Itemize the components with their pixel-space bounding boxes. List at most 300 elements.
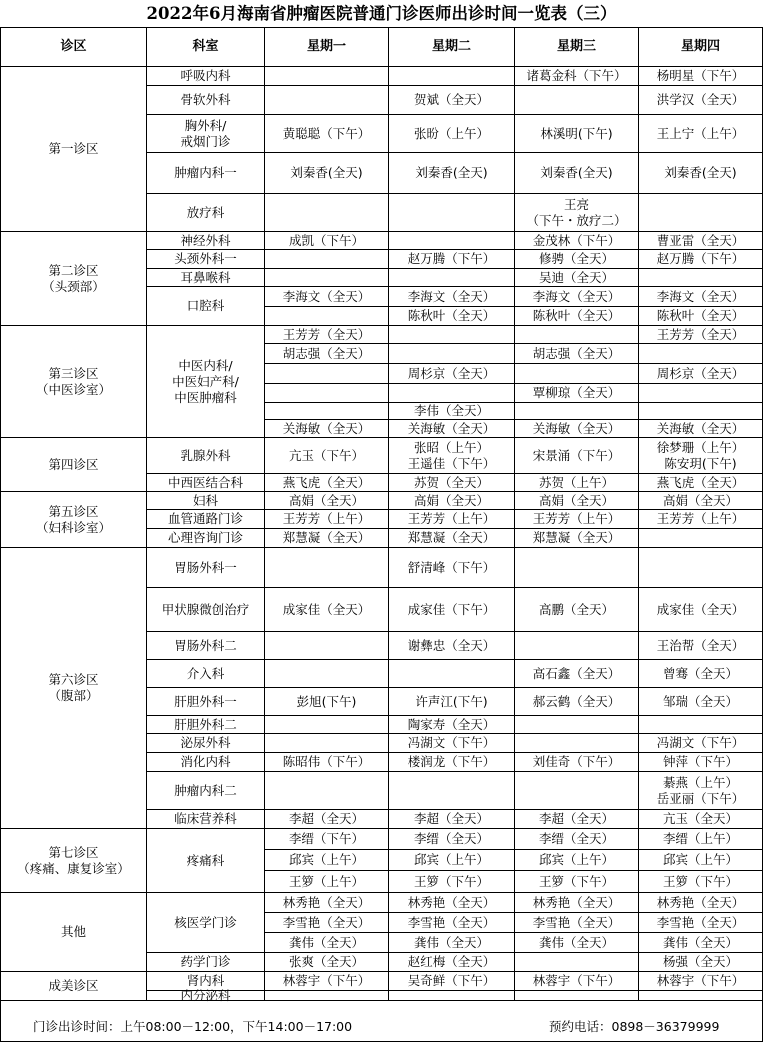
doctor-schedule-cell xyxy=(389,632,514,659)
cell-text: 口腔科 xyxy=(186,298,225,313)
zone-cell xyxy=(1,67,146,231)
cell-text: 林秀艳（全天） xyxy=(532,894,621,910)
cell-text: 陈秋叶（全天） xyxy=(656,308,745,323)
cell-lines xyxy=(174,694,237,710)
zone-cell xyxy=(1,829,146,892)
cell-lines xyxy=(174,811,237,827)
cell-lines xyxy=(657,511,745,527)
cell-lines xyxy=(290,165,362,181)
doctor-schedule-cell xyxy=(515,194,638,231)
doctor-schedule-cell xyxy=(515,384,638,402)
department-cell xyxy=(147,492,264,509)
cell-lines xyxy=(657,308,745,324)
cell-lines xyxy=(657,895,745,911)
cell-lines xyxy=(657,289,745,305)
cell-text: 成凯（下午） xyxy=(288,232,364,248)
doctor-schedule-cell xyxy=(389,688,514,715)
cell-lines xyxy=(663,935,738,951)
cell-lines xyxy=(663,694,738,710)
cell-text: 王芳芳（上午） xyxy=(656,511,745,526)
cell-text: 赵万腾（下午） xyxy=(407,251,496,266)
cell-lines xyxy=(180,754,230,770)
doctor-schedule-cell xyxy=(515,972,638,990)
cell-lines xyxy=(657,915,745,931)
cell-text: 邹瑞（全天） xyxy=(662,693,738,709)
cell-text: 燕飞虎（全天） xyxy=(282,474,371,490)
cell-text: 亢玉（全天） xyxy=(662,811,738,826)
cell-text: 杨明星（下午） xyxy=(656,68,745,83)
cell-lines xyxy=(283,421,371,437)
cell-lines xyxy=(283,327,371,343)
cell-lines xyxy=(283,346,371,362)
cell-lines xyxy=(408,560,496,576)
doctor-schedule-cell xyxy=(389,913,514,932)
doctor-schedule-cell xyxy=(639,420,762,437)
cell-lines xyxy=(168,530,243,546)
cell-lines xyxy=(414,874,489,890)
cell-lines xyxy=(174,165,237,181)
doctor-schedule-cell xyxy=(389,893,514,912)
cell-lines xyxy=(533,289,621,305)
cell-lines xyxy=(533,666,621,682)
doctor-schedule-cell xyxy=(389,420,514,437)
cell-lines xyxy=(283,973,371,989)
cell-text: 张昭（上午） xyxy=(413,439,489,455)
cell-lines xyxy=(657,602,745,618)
cell-lines xyxy=(408,308,496,324)
doctor-schedule-cell xyxy=(265,953,388,971)
cell-lines xyxy=(283,126,371,142)
cell-lines xyxy=(174,638,237,654)
cell-lines xyxy=(540,165,612,181)
cell-lines xyxy=(289,935,364,951)
cell-text: 临床营养科 xyxy=(174,811,237,826)
doctor-schedule-cell xyxy=(515,420,638,437)
cell-lines xyxy=(526,68,626,84)
cell-lines xyxy=(539,475,614,491)
header-dept: 科室 xyxy=(192,39,219,54)
cell-text: 钟萍（下午） xyxy=(662,754,738,769)
cell-text: 王上宁（上午） xyxy=(656,125,745,141)
cell-text: 成家佳（全天） xyxy=(656,601,745,617)
cell-lines xyxy=(180,92,230,108)
cell-lines xyxy=(533,973,621,989)
cell-text: 李超（全天） xyxy=(538,811,614,826)
cell-text: 龚伟（全天） xyxy=(288,934,364,950)
doctor-schedule-cell xyxy=(639,871,762,892)
cell-lines xyxy=(526,197,626,229)
cell-text: 胡志强（全天） xyxy=(282,345,371,361)
cell-lines xyxy=(36,366,111,398)
cell-text: 王箩（下午） xyxy=(662,873,738,889)
cell-lines xyxy=(408,754,496,770)
cell-lines xyxy=(540,126,612,142)
cell-lines xyxy=(533,308,621,324)
cell-text: 成美诊区 xyxy=(48,978,99,993)
cell-text: 第三诊区 xyxy=(48,365,99,381)
cell-text: 高娟（全天） xyxy=(538,492,614,508)
cell-text: 张昐（上午） xyxy=(413,125,489,141)
cell-text: 曹亚雷（全天） xyxy=(656,232,745,248)
cell-text: 王箩（上午） xyxy=(288,873,364,889)
cell-lines xyxy=(48,672,98,704)
doctor-schedule-cell xyxy=(265,972,388,990)
doctor-schedule-cell xyxy=(389,510,514,528)
cell-text: 金茂林（下午） xyxy=(532,232,621,248)
doctor-schedule-cell xyxy=(265,753,388,771)
cell-lines xyxy=(289,954,364,970)
cell-text: 胡志强（全天） xyxy=(532,345,621,361)
cell-lines xyxy=(187,666,225,682)
zone-cell xyxy=(1,438,146,491)
doctor-schedule-cell xyxy=(265,492,388,509)
cell-lines xyxy=(539,493,614,509)
doctor-schedule-cell xyxy=(265,688,388,715)
cell-text: 龚伟（全天） xyxy=(538,934,614,950)
cell-text: 肿瘤内科二 xyxy=(174,782,237,798)
page-title: 2022年6月海南省肿瘤医院普通门诊医师出诊时间一览表（三） xyxy=(146,4,617,23)
doctor-schedule-cell xyxy=(639,688,762,715)
cell-text: 刘秦香(全天) xyxy=(540,165,613,180)
cell-text: 陈昭伟（下午） xyxy=(282,754,371,769)
cell-lines xyxy=(415,165,487,181)
cell-text: 高娟（全天） xyxy=(413,492,489,508)
cell-text: 林秀艳（全天） xyxy=(656,894,745,910)
doctor-schedule-cell xyxy=(515,344,638,363)
cell-text: 邱宾（上午） xyxy=(662,852,738,867)
cell-text: 关海敏（全天） xyxy=(407,420,496,436)
doctor-schedule-cell xyxy=(639,287,762,306)
doctor-schedule-cell xyxy=(515,269,638,286)
department-cell xyxy=(147,474,264,491)
cell-text: 贺斌（全天） xyxy=(413,92,489,107)
cell-lines xyxy=(408,973,496,989)
cell-lines xyxy=(168,475,243,491)
cell-lines xyxy=(180,270,230,286)
cell-text: 赵红梅（全天） xyxy=(407,954,496,969)
cell-text: 苏贺（上午） xyxy=(538,474,614,490)
cell-lines xyxy=(289,852,364,868)
cell-text: 郑慧凝（全天） xyxy=(532,530,621,545)
doctor-schedule-cell xyxy=(515,753,638,771)
doctor-schedule-cell xyxy=(265,529,388,547)
doctor-schedule-cell xyxy=(639,364,762,383)
cell-text: 中医肿瘤科 xyxy=(174,389,237,405)
cell-lines xyxy=(408,251,496,267)
doctor-schedule-cell xyxy=(265,326,388,343)
cell-text: 胸外科/ xyxy=(184,117,227,133)
header-thursday: 星期四 xyxy=(680,39,720,54)
department-cell xyxy=(147,510,264,528)
cell-text: 李缙（下午） xyxy=(288,831,364,846)
cell-lines xyxy=(533,895,621,911)
cell-lines xyxy=(283,289,371,305)
cell-text: 林秀艳（全天） xyxy=(407,894,496,910)
cell-lines xyxy=(533,346,621,362)
cell-text: 谢彝忠（全天） xyxy=(407,637,496,653)
doctor-schedule-cell xyxy=(389,474,514,491)
cell-lines xyxy=(174,783,237,799)
department-cell xyxy=(147,529,264,547)
cell-text: 郑慧凝（全天） xyxy=(282,530,371,545)
doctor-schedule-cell xyxy=(515,287,638,306)
cell-lines xyxy=(408,954,496,970)
department-cell xyxy=(147,250,264,268)
cell-lines xyxy=(187,853,225,869)
cell-lines xyxy=(180,448,230,464)
cell-lines xyxy=(193,493,218,509)
doctor-schedule-cell xyxy=(639,326,762,343)
cell-lines xyxy=(174,251,237,267)
grid-line xyxy=(264,383,763,384)
cell-text: 周杉京（全天） xyxy=(656,365,745,381)
doctor-schedule-cell xyxy=(265,344,388,363)
cell-text: 王芳芳（上午） xyxy=(282,511,371,526)
cell-lines xyxy=(408,511,496,527)
cell-text: 吴迪（全天） xyxy=(538,269,614,285)
doctor-schedule-cell xyxy=(639,232,762,249)
doctor-schedule-cell xyxy=(515,829,638,849)
doctor-schedule-cell xyxy=(515,913,638,932)
doctor-schedule-cell xyxy=(389,588,514,631)
cell-text: 李超（全天） xyxy=(413,811,489,826)
cell-text: 林蓉宇（下午） xyxy=(282,973,371,988)
department-cell xyxy=(147,987,264,1003)
doctor-schedule-cell xyxy=(515,115,638,152)
cell-lines xyxy=(180,735,230,751)
cell-lines xyxy=(408,366,496,382)
cell-lines xyxy=(663,811,738,827)
department-cell xyxy=(147,194,264,231)
doctor-schedule-cell xyxy=(265,474,388,491)
cell-text: 高石鑫（全天） xyxy=(532,665,621,681)
cell-lines xyxy=(48,978,98,994)
cell-lines xyxy=(408,915,496,931)
cell-text: 陶家寿（全天） xyxy=(407,716,496,732)
cell-lines xyxy=(414,811,489,827)
footer xyxy=(0,1000,763,1042)
cell-text: 刘秦香(全天) xyxy=(664,165,737,180)
cell-text: 肾内科 xyxy=(186,973,225,988)
cell-text: 第四诊区 xyxy=(48,456,99,472)
doctor-schedule-cell xyxy=(515,850,638,870)
doctor-schedule-cell xyxy=(389,933,514,952)
doctor-schedule-cell xyxy=(265,153,388,193)
cell-text: 冯湖文（下午） xyxy=(656,735,745,750)
doctor-schedule-cell xyxy=(639,86,762,114)
doctor-schedule-cell xyxy=(639,115,762,152)
cell-lines xyxy=(289,233,364,249)
cell-lines xyxy=(533,448,621,464)
doctor-schedule-cell xyxy=(515,588,638,631)
cell-text: 王芳芳（全天） xyxy=(656,326,745,342)
cell-text: 甲状腺微创治疗 xyxy=(161,601,250,617)
cell-lines xyxy=(657,68,745,84)
cell-text: 陈秋叶（全天） xyxy=(532,308,621,323)
cell-text: 疼痛科 xyxy=(186,852,225,868)
doctor-schedule-cell xyxy=(265,115,388,152)
cell-lines xyxy=(42,263,105,295)
department-cell xyxy=(147,632,264,659)
cell-text: 刘佳奇（下午） xyxy=(532,754,621,769)
doctor-schedule-cell xyxy=(389,438,514,473)
cell-text: 关海敏（全天） xyxy=(656,420,745,436)
cell-lines xyxy=(297,694,357,710)
doctor-schedule-cell xyxy=(639,734,762,752)
cell-lines xyxy=(289,831,364,847)
cell-lines xyxy=(414,935,489,951)
cell-lines xyxy=(533,233,621,249)
cell-lines xyxy=(174,915,237,931)
doctor-schedule-cell xyxy=(515,893,638,912)
zone-cell xyxy=(1,548,146,828)
cell-lines xyxy=(533,754,621,770)
doctor-schedule-cell xyxy=(389,972,514,990)
cell-lines xyxy=(174,560,237,576)
doctor-schedule-cell xyxy=(389,871,514,892)
cell-text: 神经外科 xyxy=(180,232,231,248)
cell-text: （腹部） xyxy=(48,688,99,703)
cell-lines xyxy=(408,530,496,546)
doctor-schedule-cell xyxy=(515,67,638,85)
cell-lines xyxy=(289,493,364,509)
cell-lines xyxy=(187,205,225,221)
zone-cell xyxy=(1,972,146,1000)
doctor-schedule-cell xyxy=(639,632,762,659)
cell-text: 中医妇产科/ xyxy=(172,373,239,389)
header-tuesday: 星期二 xyxy=(431,39,471,54)
cell-lines xyxy=(283,511,371,527)
doctor-schedule-cell xyxy=(515,307,638,325)
doctor-schedule-cell xyxy=(389,403,514,419)
doctor-schedule-cell xyxy=(389,364,514,383)
cell-text: 骨软外科 xyxy=(180,92,231,107)
doctor-schedule-cell xyxy=(639,307,762,325)
doctor-schedule-cell xyxy=(389,153,514,193)
header-monday: 星期一 xyxy=(306,39,346,54)
doctor-schedule-cell xyxy=(639,153,762,193)
doctor-schedule-cell xyxy=(389,529,514,547)
cell-text: 高娟（全天） xyxy=(662,492,738,508)
cell-text: 血管通路门诊 xyxy=(167,511,243,526)
cell-lines xyxy=(663,666,738,682)
cell-text: 林秀艳（全天） xyxy=(282,894,371,910)
cell-text: 王芳芳（上午） xyxy=(407,511,496,526)
cell-text: 岳亚丽（下午） xyxy=(656,790,745,806)
cell-text: 李雪艳（全天） xyxy=(407,914,496,930)
doctor-schedule-cell xyxy=(639,510,762,528)
cell-text: 戒烟门诊 xyxy=(180,133,231,149)
cell-lines xyxy=(408,289,496,305)
cell-text: 宋景涌（下午） xyxy=(532,447,621,463)
doctor-schedule-cell xyxy=(639,933,762,952)
cell-text: 胃肠外科二 xyxy=(174,637,237,653)
cell-lines xyxy=(187,298,225,314)
department-cell xyxy=(147,326,264,437)
cell-text: 第六诊区 xyxy=(48,672,99,687)
department-cell xyxy=(147,153,264,193)
cell-lines xyxy=(414,831,489,847)
cell-lines xyxy=(539,270,614,286)
department-cell xyxy=(147,716,264,733)
cell-text: 彭旭(下午) xyxy=(296,693,357,709)
cell-lines xyxy=(408,638,496,654)
cell-text: 曾骞（全天） xyxy=(662,665,738,681)
cell-text: 第五诊区 xyxy=(48,503,99,519)
doctor-schedule-cell xyxy=(389,307,514,325)
cell-lines xyxy=(180,118,230,150)
cell-text: 王治帮（全天） xyxy=(656,637,745,653)
doctor-schedule-cell xyxy=(265,850,388,870)
cell-lines xyxy=(533,385,621,401)
doctor-schedule-cell xyxy=(265,287,388,306)
cell-lines xyxy=(657,327,745,343)
department-cell xyxy=(147,810,264,828)
doctor-schedule-cell xyxy=(265,829,388,849)
doctor-schedule-cell xyxy=(515,492,638,509)
cell-lines xyxy=(657,251,745,267)
department-cell xyxy=(147,232,264,249)
cell-text: 内分泌科 xyxy=(180,987,231,1003)
cell-lines xyxy=(657,233,745,249)
cell-lines xyxy=(408,602,496,618)
doctor-schedule-cell xyxy=(265,893,388,912)
cell-text: 亢玉（下午） xyxy=(288,447,364,463)
cell-lines xyxy=(657,126,745,142)
cell-text: 邱宾（上午） xyxy=(538,852,614,867)
department-cell xyxy=(147,86,264,114)
doctor-schedule-cell xyxy=(639,913,762,932)
cell-text: 王芳芳（全天） xyxy=(282,326,371,342)
doctor-schedule-cell xyxy=(515,474,638,491)
cell-lines xyxy=(663,754,738,770)
doctor-schedule-cell xyxy=(389,115,514,152)
cell-text: 药学门诊 xyxy=(180,954,231,969)
cell-lines xyxy=(408,421,496,437)
cell-text: 关海敏（全天） xyxy=(532,420,621,436)
cell-text: 徐梦珊（上午） xyxy=(656,439,745,455)
doctor-schedule-cell xyxy=(389,250,514,268)
department-cell xyxy=(147,734,264,752)
cell-lines xyxy=(539,874,614,890)
cell-text: 肝胆外科一 xyxy=(174,693,237,709)
cell-text: 消化内科 xyxy=(180,754,231,769)
cell-lines xyxy=(533,915,621,931)
cell-text: 陈秋叶（全天） xyxy=(407,308,496,323)
cell-lines xyxy=(408,895,496,911)
cell-lines xyxy=(289,811,364,827)
doctor-schedule-cell xyxy=(265,871,388,892)
doctor-schedule-cell xyxy=(515,660,638,687)
cell-text: 王箩（下午） xyxy=(538,873,614,889)
cell-lines xyxy=(408,717,496,733)
cell-text: 中西医结合科 xyxy=(167,474,243,490)
cell-lines xyxy=(36,504,111,536)
cell-lines xyxy=(289,874,364,890)
cell-lines xyxy=(539,251,614,267)
booking-phone: 预约电话：0898－36379999 xyxy=(549,1019,720,1034)
doctor-schedule-cell xyxy=(639,492,762,509)
doctor-schedule-cell xyxy=(389,850,514,870)
cell-lines xyxy=(663,874,738,890)
cell-text: 苏贺（全天） xyxy=(413,474,489,490)
cell-text: 赵万腾（下午） xyxy=(656,251,745,266)
cell-text: 关海敏（全天） xyxy=(282,420,371,436)
doctor-schedule-cell xyxy=(389,548,514,587)
cell-text: 成家佳（全天） xyxy=(282,601,371,617)
cell-text: 成家佳（下午） xyxy=(407,601,496,617)
cell-text: 王亮 xyxy=(563,196,589,212)
